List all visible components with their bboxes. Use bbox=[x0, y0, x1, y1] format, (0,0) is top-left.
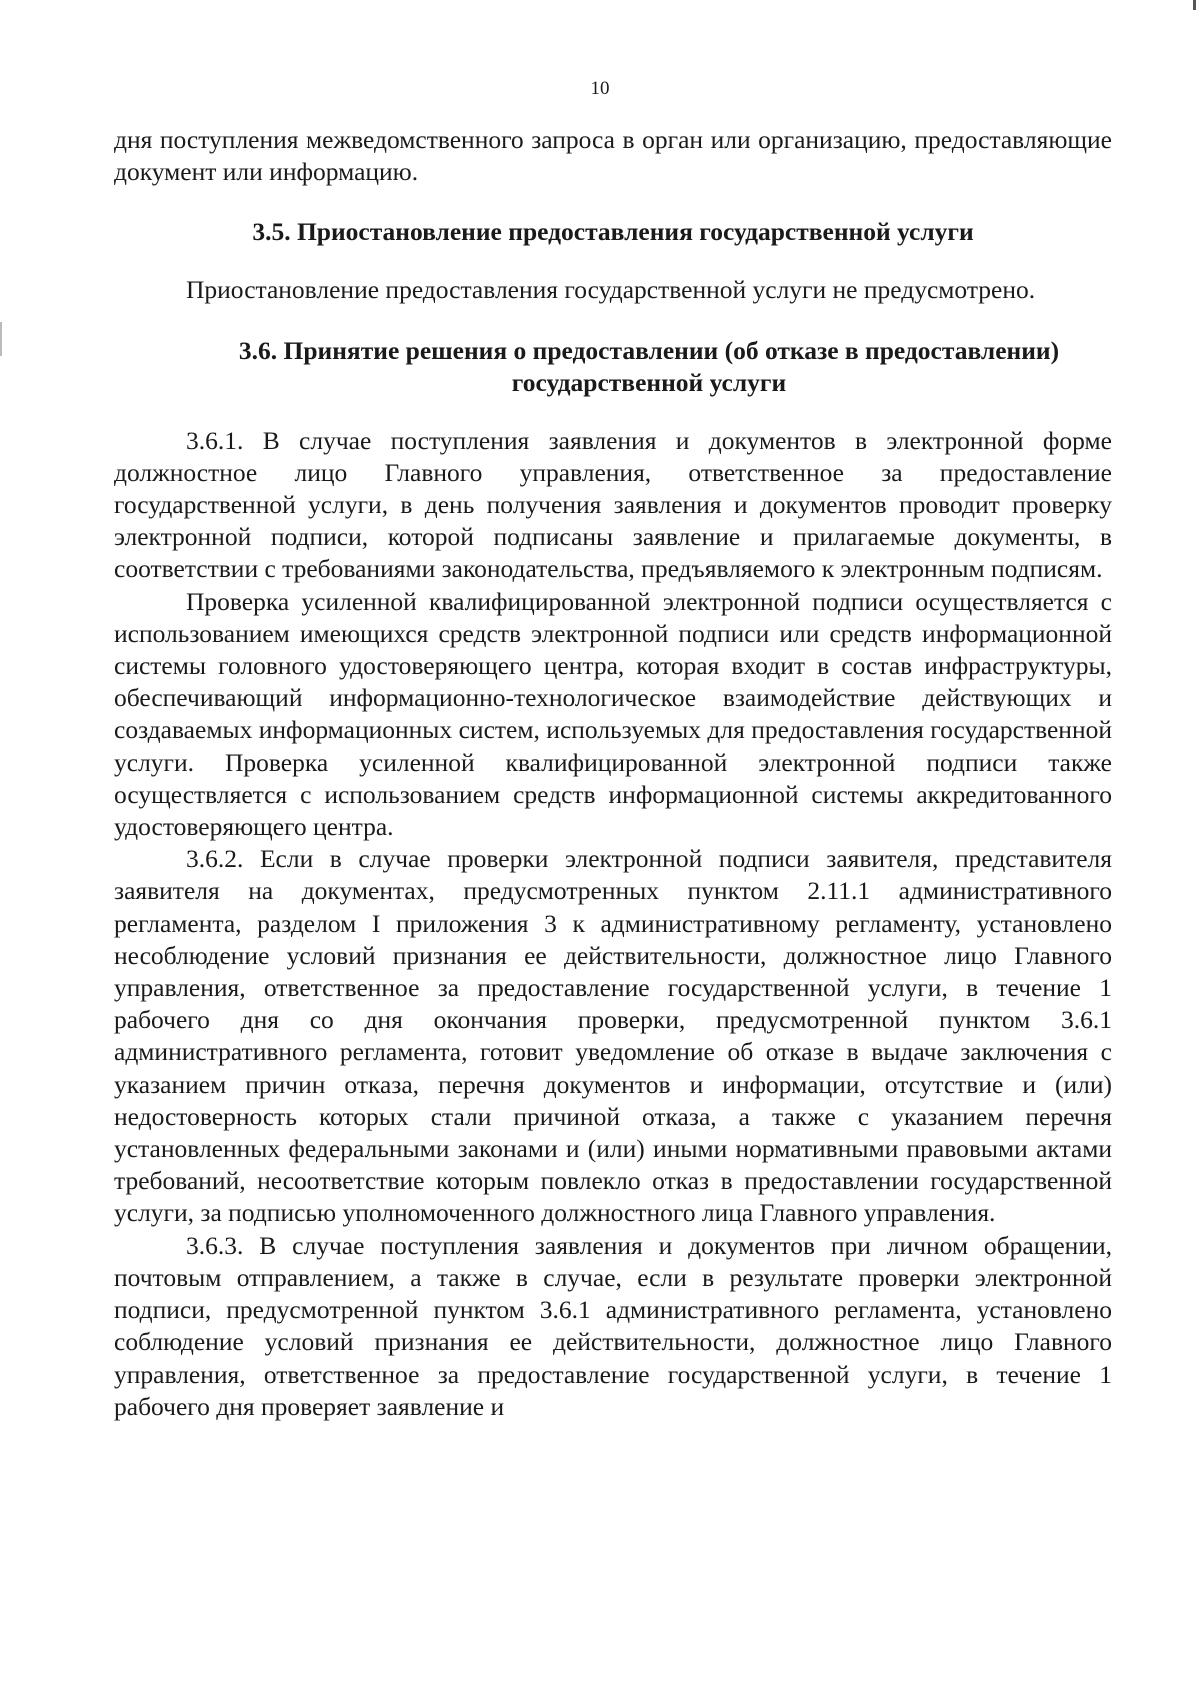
paragraph-3-6-2: 3.6.2. Если в случае проверки электронной подписи заявителя, представителя заявителя на документах, предусмотренных пунктом 2.11.1 административного регламента, разделом I приложения 3 к административному регламенту, установлено несоблюдение условий признания ее действительности, должностное лицо Главного управления, ответственное за предоставление государственной услуги, в течение 1 рабочего дня со дня окончания проверки, предусмотренной пунктом 3.6.1 административного регламента, готовит уведомление об отказе в выдаче заключения с указанием причин отказа, перечня документов и информации, отсутствие и (или) недостоверность которых стали причиной отказа, а также с указанием перечня установленных федеральными законами и (или) иными нормативными правовыми актами требований, несоответствие которым повлекло отказ в предоставлении государственной услуги, за подписью уполномоченного должностного лица Главного управления. bbox=[114, 844, 1112, 1228]
section-heading-3-6: 3.6. Принятие решения о предоставлении (об отказе в предоставлении) государственной услуги bbox=[238, 335, 1060, 397]
paragraph-3-6-1: 3.6.1. В случае поступления заявления и документов в электронной форме должностное лицо Главного управления, ответственное за предоставление государственной услуги, в день получения заявления и документов проводит проверку электронной подписи, которой подписаны заявление и прилагаемые документы, в соответствии с требованиями законодательства, предъявляемого к электронным подписям. bbox=[114, 425, 1112, 584]
paragraph-continuation: дня поступления межведомственного запроса в орган или организацию, предоставляющие документ или информацию. bbox=[114, 125, 1112, 187]
scan-mark bbox=[0, 322, 2, 356]
paragraph-3-5: Приостановление предоставления государственной услуги не предусмотрено. bbox=[186, 275, 1036, 305]
section-heading-3-5: 3.5. Приостановление предоставления государственной услуги bbox=[252, 217, 974, 247]
paragraph-3-6-3: 3.6.3. В случае поступления заявления и документов при личном обращении, почтовым отправлением, а также в случае, если в результате проверки электронной подписи, предусмотренной пунктом 3.6.1 административного регламента, установлено соблюдение условий признания ее действительности, должностное лицо Главного управления, ответственное за предоставление государственной услуги, в течение 1 рабочего дня проверяет заявление и bbox=[114, 1230, 1112, 1421]
page-number: 10 bbox=[590, 78, 610, 99]
scan-mark bbox=[1193, 0, 1196, 10]
paragraph-3-6-1-verification: Проверка усиленной квалифицированной электронной подписи осуществляется с использованием имеющихся средств электронной подписи или средств информационной системы головного удостоверяющего центра, которая входит в состав инфраструктуры, обеспечивающий информационно-технологическое взаимодействие действующих и создаваемых информационных систем, используемых для предоставления государственной услуги. Проверка усиленной квалифицированной электронной подписи также осуществляется с использованием средств информационной системы аккредитованного удостоверяющего центра. bbox=[114, 586, 1112, 842]
document-body bbox=[114, 124, 1112, 1423]
